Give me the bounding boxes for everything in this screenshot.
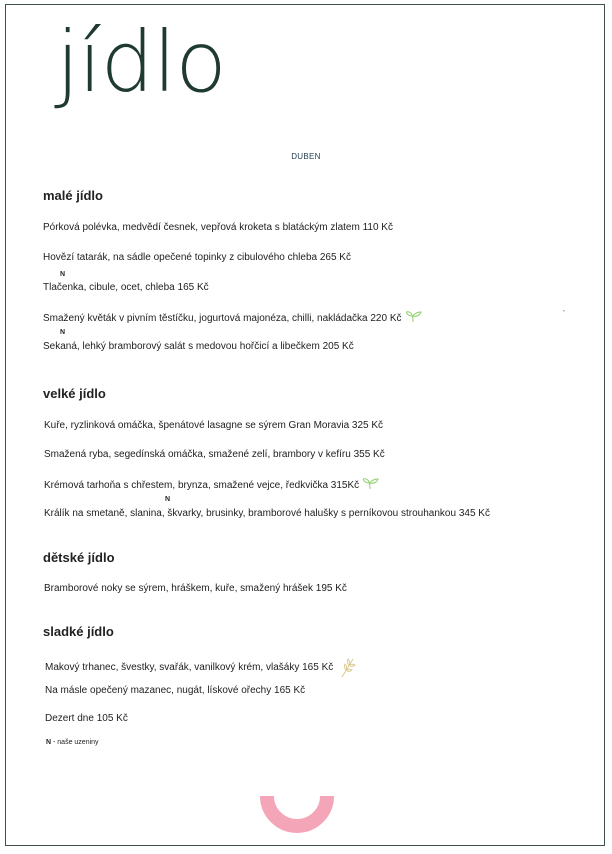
menu-item: Hovězí tatarák, na sádle opečené topinky z cibulového chleba 265 Kč xyxy=(43,252,351,263)
n-mark: N xyxy=(60,329,66,336)
menu-item: Pórková polévka, medvědí česnek, vepřová kroketa s blatáckým zlatem 110 Kč xyxy=(43,222,393,233)
section-heading-velke-jidlo: velké jídlo xyxy=(43,386,106,401)
menu-item: Kuře, ryzlinková omáčka, špenátové lasagne se sýrem Gran Moravia 325 Kč xyxy=(44,420,384,431)
month-label: DUBEN xyxy=(291,152,321,161)
menu-title: jídlo xyxy=(56,13,226,111)
n-mark: N xyxy=(165,496,171,503)
section-heading-detske-jidlo: dětské jídlo xyxy=(43,550,115,565)
wheat-icon xyxy=(339,656,357,678)
pink-arc-decoration xyxy=(258,796,336,846)
menu-item: Na másle opečený mazanec, nugát, lískové ořechy 165 Kč xyxy=(45,685,306,696)
menu-item: Krémová tarhoňa s chřestem, brynza, smažené vejce, ředkvička 315Kč xyxy=(44,477,379,491)
footnote-text: - naše uzeniny xyxy=(51,739,99,746)
menu-item: Bramborové noky se sýrem, hráškem, kuře, smažený hrášek 195 Kč xyxy=(44,583,347,594)
menu-item: Smažená ryba, segedínská omáčka, smažené zelí, brambory v kefíru 355 Kč xyxy=(44,449,385,460)
footnote-mark: N xyxy=(46,739,52,746)
menu-item: Makový trhanec, švestky, svařák, vanilkový krém, vlašáky 165 Kč xyxy=(45,656,357,678)
n-mark: N xyxy=(60,271,66,278)
menu-item: Tlačenka, cibule, ocet, chleba 165 Kč xyxy=(43,282,209,293)
menu-item: Sekaná, lehký bramborový salát s medovou hořčicí a libečkem 205 Kč xyxy=(43,341,354,352)
footnote xyxy=(46,739,99,746)
menu-item: Králík na smetaně, slanina, škvarky, brusinky, bramborové halušky s perníkovou strouhankou 345 Kč xyxy=(44,508,490,519)
menu-item: Smažený květák v pivním těstíčku, jogurtová majonéza, chilli, nakládačka 220 Kč xyxy=(43,310,422,324)
stray-mark: ’ xyxy=(563,309,565,318)
section-heading-male-jidlo: malé jídlo xyxy=(43,188,103,203)
sprout-icon xyxy=(363,477,379,490)
menu-item: Dezert dne 105 Kč xyxy=(45,713,128,724)
sprout-icon xyxy=(406,310,422,323)
section-heading-sladke-jidlo: sladké jídlo xyxy=(43,624,114,639)
